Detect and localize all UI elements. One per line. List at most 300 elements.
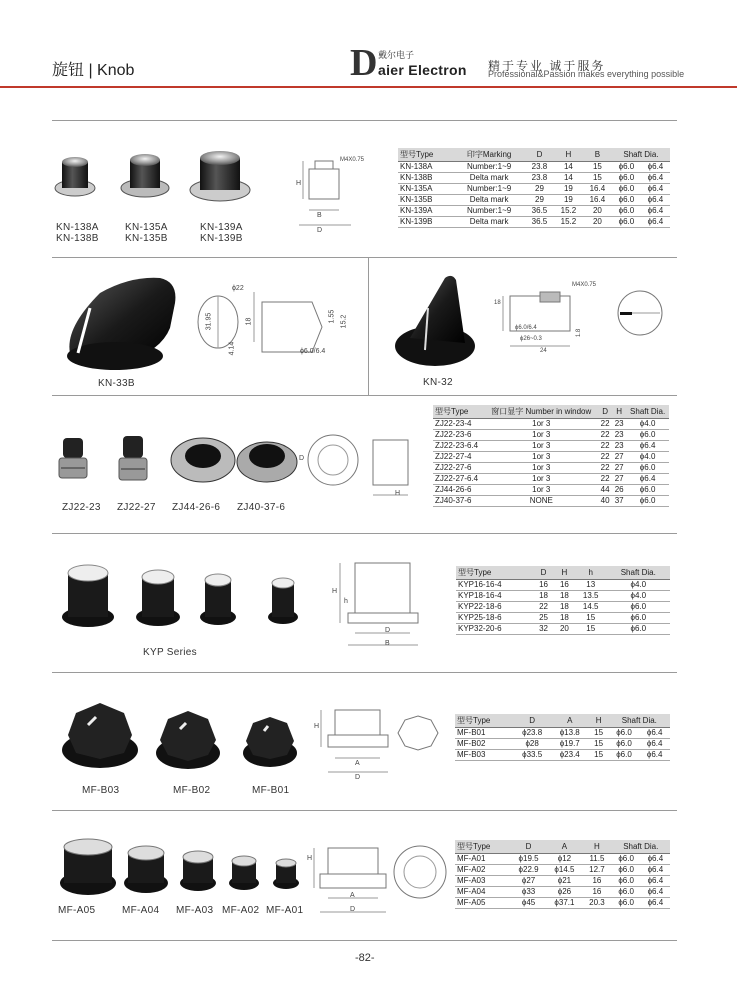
caption-zj22-27: ZJ22-27 bbox=[117, 502, 156, 513]
col-type: 型号Type bbox=[398, 148, 453, 162]
mfa-dim-a: A bbox=[350, 892, 355, 899]
table-cell: 19 bbox=[554, 184, 583, 195]
mfa-table-body bbox=[455, 854, 670, 909]
zj-dial-photos bbox=[55, 430, 300, 500]
table-cell: 14 bbox=[554, 173, 583, 184]
col-d: D bbox=[598, 405, 612, 419]
table-row bbox=[455, 739, 670, 750]
table-row bbox=[456, 613, 670, 624]
table-cell: 23 bbox=[612, 419, 626, 430]
table-row bbox=[455, 750, 670, 761]
table-cell: ϕ6.0 bbox=[626, 485, 669, 496]
table-cell: ϕ6.4 bbox=[626, 441, 669, 452]
caption-kn33b: KN-33B bbox=[98, 378, 135, 389]
table-cell: ZJ22-23-6.4 bbox=[433, 441, 484, 452]
table-row bbox=[433, 474, 669, 485]
table-cell: 16.4 bbox=[583, 195, 612, 206]
table-row bbox=[456, 591, 670, 602]
caption-mfa04: MF-A04 bbox=[122, 905, 160, 916]
table-row bbox=[433, 463, 669, 474]
table-cell: 16 bbox=[533, 580, 554, 591]
table-cell: ϕ6.4 bbox=[641, 898, 670, 909]
col-shaft: Shaft Dia. bbox=[607, 566, 670, 580]
table-cell: Number:1~9 bbox=[453, 162, 525, 173]
kn33b-dim-h5: 15.2 bbox=[340, 314, 348, 329]
caption-kn138b: KN-138B bbox=[56, 233, 99, 244]
table-cell: ϕ6.4 bbox=[641, 206, 670, 217]
zj40-37-6-dial bbox=[237, 442, 297, 482]
col-b: B bbox=[583, 148, 612, 162]
kyp32-knob bbox=[62, 565, 114, 627]
col-type: 型号Type bbox=[456, 566, 533, 580]
table-cell: KN-135A bbox=[398, 184, 453, 195]
kyp-table-body bbox=[456, 580, 670, 635]
kyp-dim-h: H bbox=[332, 588, 338, 595]
table-cell: 44 bbox=[598, 485, 612, 496]
col-d: D bbox=[511, 840, 547, 854]
table-cell: 32 bbox=[533, 624, 554, 635]
table-cell: ZJ40-37-6 bbox=[433, 496, 484, 507]
table-cell: 18 bbox=[554, 613, 575, 624]
page-title: 旋钮 | Knob bbox=[52, 62, 135, 79]
table-cell: NONE bbox=[484, 496, 598, 507]
kn33b-dim-h3: 18 bbox=[245, 317, 253, 326]
mfb-dimension-drawing bbox=[313, 698, 453, 783]
table-cell: ϕ6.0 bbox=[626, 430, 669, 441]
table-cell: 26 bbox=[612, 485, 626, 496]
col-small-h: h bbox=[575, 566, 607, 580]
table-row bbox=[433, 441, 669, 452]
zj-table-body bbox=[433, 419, 669, 507]
table-cell: ϕ45 bbox=[511, 898, 547, 909]
slogan-en: Professional&Passion makes everything possible bbox=[488, 69, 685, 79]
table-cell: ϕ6.0 bbox=[612, 206, 641, 217]
table-cell: ϕ6.0 bbox=[612, 162, 641, 173]
mfb-dim-d: D bbox=[355, 774, 361, 781]
table-row bbox=[433, 430, 669, 441]
kn138-dim-b: B bbox=[317, 212, 322, 219]
table-cell: ϕ6.0 bbox=[612, 854, 641, 865]
table-cell: 27 bbox=[612, 474, 626, 485]
mfa-knob-photos bbox=[58, 835, 313, 905]
table-cell: 14 bbox=[554, 162, 583, 173]
table-cell: ϕ13.8 bbox=[551, 728, 589, 739]
table-cell: 23.8 bbox=[525, 162, 554, 173]
caption-mfb01: MF-B01 bbox=[252, 785, 290, 796]
table-header-row bbox=[455, 714, 670, 728]
table-cell: ϕ6.0 bbox=[609, 750, 640, 761]
kn138-table-body bbox=[398, 162, 670, 228]
table-cell: MF-A03 bbox=[455, 876, 511, 887]
table-cell: ϕ12 bbox=[547, 854, 583, 865]
table-cell: ZJ22-27-6.4 bbox=[433, 474, 484, 485]
table-cell: ϕ6.4 bbox=[641, 865, 670, 876]
table-cell: 20.3 bbox=[582, 898, 611, 909]
table-cell: 15.2 bbox=[554, 217, 583, 228]
table-cell: Number:1~9 bbox=[453, 206, 525, 217]
table-cell: MF-A05 bbox=[455, 898, 511, 909]
table-cell: Delta mark bbox=[453, 173, 525, 184]
table-cell: ϕ19.7 bbox=[551, 739, 589, 750]
kn33b-dim-shaft: ϕ6.0/6.4 bbox=[300, 348, 326, 355]
table-cell: ϕ6.4 bbox=[626, 474, 669, 485]
table-cell: ϕ6.4 bbox=[641, 876, 670, 887]
table-cell: ϕ21 bbox=[547, 876, 583, 887]
table-cell: Delta mark bbox=[453, 217, 525, 228]
table-cell: ϕ6.0 bbox=[607, 602, 670, 613]
table-cell: 1or 3 bbox=[484, 419, 598, 430]
table-cell: 27 bbox=[612, 452, 626, 463]
caption-kn135b: KN-135B bbox=[125, 233, 168, 244]
table-cell: 25 bbox=[533, 613, 554, 624]
caption-kn139b: KN-139B bbox=[200, 233, 243, 244]
table-cell: 19 bbox=[554, 195, 583, 206]
mfa03-knob bbox=[180, 851, 216, 891]
table-cell: ϕ6.0 bbox=[612, 898, 641, 909]
caption-mfa03: MF-A03 bbox=[176, 905, 214, 916]
table-row bbox=[398, 217, 670, 228]
table-cell: 40 bbox=[598, 496, 612, 507]
kn33b-dim-h4: 1.55 bbox=[328, 309, 336, 324]
table-cell: 16 bbox=[582, 887, 611, 898]
table-cell: KYP32-20-6 bbox=[456, 624, 533, 635]
table-cell: 36.5 bbox=[525, 217, 554, 228]
table-cell: 22 bbox=[598, 463, 612, 474]
mfb01-knob bbox=[243, 717, 297, 767]
kn138-spec-table bbox=[398, 148, 670, 228]
table-cell: ϕ4.0 bbox=[626, 419, 669, 430]
mfa-dimension-drawing bbox=[308, 836, 453, 921]
kn138-knob bbox=[55, 157, 95, 196]
kyp22-knob bbox=[200, 574, 236, 625]
table-row bbox=[433, 452, 669, 463]
kn33b-dim-h1: 31.95 bbox=[205, 312, 213, 331]
zj-dimension-drawing bbox=[298, 425, 428, 505]
col-window: 窗口显字 Number in window bbox=[484, 405, 598, 419]
table-cell: ϕ4.0 bbox=[607, 591, 670, 602]
kn138-dim-d: D bbox=[317, 227, 323, 234]
table-cell: ϕ4.0 bbox=[626, 452, 669, 463]
table-cell: KYP22-18-6 bbox=[456, 602, 533, 613]
table-cell: 13.5 bbox=[575, 591, 607, 602]
kyp-knob-photos bbox=[58, 555, 318, 635]
caption-zj44-26-6: ZJ44-26-6 bbox=[172, 502, 221, 513]
table-cell: 23 bbox=[612, 430, 626, 441]
table-cell: 16 bbox=[582, 876, 611, 887]
table-cell: KN-139A bbox=[398, 206, 453, 217]
table-cell: 1or 3 bbox=[484, 474, 598, 485]
table-cell: ϕ33.5 bbox=[513, 750, 551, 761]
section-divider bbox=[52, 940, 677, 941]
col-d: D bbox=[525, 148, 554, 162]
mfb03-knob bbox=[62, 703, 138, 768]
table-header-row bbox=[456, 566, 670, 580]
col-type: 型号Type bbox=[455, 714, 513, 728]
table-cell: ϕ6.0 bbox=[609, 739, 640, 750]
table-cell: KN-139B bbox=[398, 217, 453, 228]
table-cell: ϕ6.4 bbox=[641, 184, 670, 195]
section-divider bbox=[52, 810, 677, 811]
table-header-row bbox=[433, 405, 669, 419]
table-cell: ϕ6.0 bbox=[612, 887, 641, 898]
brand-name-en: aier Electron bbox=[378, 62, 467, 78]
section-divider bbox=[52, 120, 677, 121]
kn33b-knob-photo bbox=[60, 268, 185, 378]
table-cell: ZJ22-27-4 bbox=[433, 452, 484, 463]
table-cell: ϕ6.0 bbox=[612, 217, 641, 228]
table-cell: MF-B01 bbox=[455, 728, 513, 739]
kn139-knob bbox=[190, 151, 250, 201]
section-divider bbox=[52, 533, 677, 534]
table-cell: ϕ22.9 bbox=[511, 865, 547, 876]
mfb-knob-photos bbox=[58, 695, 308, 780]
table-cell: 36.5 bbox=[525, 206, 554, 217]
section-divider bbox=[52, 395, 677, 396]
section-divider bbox=[52, 672, 677, 673]
kn138-thread-label: M4X0.75 bbox=[340, 157, 365, 163]
table-cell: Delta mark bbox=[453, 195, 525, 206]
mfb-dim-h: H bbox=[314, 723, 320, 730]
caption-mfa05: MF-A05 bbox=[58, 905, 96, 916]
mfa-spec-table bbox=[455, 840, 670, 909]
table-cell: KYP16-16-4 bbox=[456, 580, 533, 591]
table-row bbox=[456, 602, 670, 613]
kn138-dimension-drawing bbox=[295, 155, 375, 235]
kyp-dim-d: D bbox=[385, 627, 391, 634]
kn138-knob-photos bbox=[50, 140, 290, 230]
col-h: H bbox=[589, 714, 609, 728]
table-cell: 15 bbox=[575, 613, 607, 624]
table-cell: MF-B03 bbox=[455, 750, 513, 761]
table-row bbox=[455, 876, 670, 887]
table-row bbox=[455, 728, 670, 739]
table-row bbox=[455, 887, 670, 898]
col-marking: 印字Marking bbox=[453, 148, 525, 162]
caption-zj22-23: ZJ22-23 bbox=[62, 502, 101, 513]
caption-mfa02: MF-A02 bbox=[222, 905, 260, 916]
table-cell: ϕ6.4 bbox=[641, 162, 670, 173]
zj-dim-h: H bbox=[395, 490, 401, 497]
col-h: H bbox=[554, 566, 575, 580]
table-cell: ϕ6.0 bbox=[612, 865, 641, 876]
table-row bbox=[433, 496, 669, 507]
table-row bbox=[398, 162, 670, 173]
col-a: A bbox=[551, 714, 589, 728]
table-cell: 1or 3 bbox=[484, 441, 598, 452]
table-cell: ϕ6.0 bbox=[607, 624, 670, 635]
table-cell: 20 bbox=[554, 624, 575, 635]
table-cell: KYP18-16-4 bbox=[456, 591, 533, 602]
zj-dim-d: D bbox=[299, 455, 305, 462]
table-row bbox=[398, 206, 670, 217]
slogan-cn: 精于专业 诚于服务 bbox=[488, 59, 606, 73]
table-cell: 29 bbox=[525, 184, 554, 195]
table-cell: ZJ22-23-4 bbox=[433, 419, 484, 430]
mfb02-knob bbox=[156, 711, 220, 769]
zj-spec-table bbox=[433, 405, 669, 507]
caption-kn32: KN-32 bbox=[423, 377, 453, 388]
table-cell: 22 bbox=[598, 430, 612, 441]
table-cell: ϕ6.0 bbox=[607, 613, 670, 624]
kn33b-dim-h2: 4.14 bbox=[228, 341, 236, 356]
caption-kn135a: KN-135A bbox=[125, 222, 168, 233]
table-cell: 13 bbox=[575, 580, 607, 591]
table-cell: 18 bbox=[533, 591, 554, 602]
table-cell: KN-135B bbox=[398, 195, 453, 206]
table-cell: ϕ6.0 bbox=[626, 496, 669, 507]
mfb-spec-table bbox=[455, 714, 670, 761]
table-cell: KN-138B bbox=[398, 173, 453, 184]
mfa04-knob bbox=[124, 846, 168, 893]
table-cell: ϕ6.0 bbox=[612, 184, 641, 195]
kn32-dimension-drawing bbox=[495, 288, 675, 358]
section-divider bbox=[52, 257, 677, 258]
table-cell: 15 bbox=[589, 728, 609, 739]
table-row bbox=[455, 854, 670, 865]
col-h: H bbox=[582, 840, 611, 854]
table-header-row bbox=[455, 840, 670, 854]
table-cell: ϕ14.5 bbox=[547, 865, 583, 876]
table-row bbox=[398, 173, 670, 184]
table-cell: KYP25-18-6 bbox=[456, 613, 533, 624]
table-cell: ϕ6.4 bbox=[641, 854, 670, 865]
table-cell: Number:1~9 bbox=[453, 184, 525, 195]
kn135-knob bbox=[121, 154, 169, 197]
col-type: 型号Type bbox=[433, 405, 484, 419]
table-cell: ϕ6.4 bbox=[641, 173, 670, 184]
brand-logo-letter: D bbox=[350, 42, 378, 84]
table-cell: 23 bbox=[612, 441, 626, 452]
table-cell: ϕ6.0 bbox=[612, 195, 641, 206]
table-cell: 1or 3 bbox=[484, 430, 598, 441]
table-cell: 22 bbox=[598, 452, 612, 463]
col-shaft: Shaft Dia. bbox=[626, 405, 669, 419]
kn32-dim-small: 1.8 bbox=[576, 328, 583, 338]
table-cell: ZJ22-27-6 bbox=[433, 463, 484, 474]
caption-kyp-series: KYP Series bbox=[143, 647, 197, 658]
table-cell: 14.5 bbox=[575, 602, 607, 613]
kyp-dimension-drawing bbox=[330, 553, 450, 653]
mfa-dim-d: D bbox=[350, 906, 356, 913]
mfa02-knob bbox=[229, 856, 259, 890]
mfa-dim-h: H bbox=[307, 855, 313, 862]
table-cell: 15 bbox=[575, 624, 607, 635]
col-h: H bbox=[554, 148, 583, 162]
table-cell: ϕ37.1 bbox=[547, 898, 583, 909]
caption-kn138a: KN-138A bbox=[56, 222, 99, 233]
table-cell: ZJ44-26-6 bbox=[433, 485, 484, 496]
table-cell: 29 bbox=[525, 195, 554, 206]
kn32-dim-h: 18 bbox=[494, 300, 501, 306]
col-d: D bbox=[533, 566, 554, 580]
table-row bbox=[455, 898, 670, 909]
table-cell: ϕ6.4 bbox=[641, 195, 670, 206]
table-cell: ZJ22-23-6 bbox=[433, 430, 484, 441]
mfb-table-body bbox=[455, 728, 670, 761]
zj44-26-6-dial bbox=[171, 438, 235, 482]
table-cell: MF-A01 bbox=[455, 854, 511, 865]
col-shaft: Shaft Dia. bbox=[609, 714, 670, 728]
section-divider-vertical bbox=[368, 257, 369, 395]
caption-kn139a: KN-139A bbox=[200, 222, 243, 233]
table-cell: 20 bbox=[583, 206, 612, 217]
mfb-dim-a: A bbox=[355, 760, 360, 767]
kn32-dim-shaft: ϕ6.0/6.4 bbox=[515, 325, 537, 331]
table-cell: ϕ23.8 bbox=[513, 728, 551, 739]
table-cell: 15 bbox=[583, 162, 612, 173]
col-shaft: Shaft Dia. bbox=[612, 148, 670, 162]
table-cell: 37 bbox=[612, 496, 626, 507]
table-cell: 18 bbox=[554, 602, 575, 613]
mfa05-knob bbox=[60, 839, 116, 895]
table-cell: 1or 3 bbox=[484, 463, 598, 474]
table-row bbox=[398, 184, 670, 195]
col-a: A bbox=[547, 840, 583, 854]
table-cell: 22 bbox=[533, 602, 554, 613]
table-row bbox=[455, 865, 670, 876]
table-cell: ϕ6.0 bbox=[612, 876, 641, 887]
brand-name-cn: 戴尔电子 bbox=[378, 50, 415, 60]
page-number: -82- bbox=[355, 952, 375, 964]
table-cell: 22 bbox=[598, 474, 612, 485]
table-cell: ϕ27 bbox=[511, 876, 547, 887]
table-cell: 1or 3 bbox=[484, 452, 598, 463]
table-cell: 15 bbox=[589, 750, 609, 761]
table-cell: ϕ6.4 bbox=[641, 887, 670, 898]
caption-mfa01: MF-A01 bbox=[266, 905, 304, 916]
table-header-row bbox=[398, 148, 670, 162]
table-cell: 1or 3 bbox=[484, 485, 598, 496]
kn138-dim-h: H bbox=[296, 180, 302, 187]
table-cell: ϕ23.4 bbox=[551, 750, 589, 761]
col-h: H bbox=[612, 405, 626, 419]
mfa01-knob bbox=[273, 859, 299, 889]
table-cell: ϕ6.4 bbox=[641, 217, 670, 228]
table-cell: 20 bbox=[583, 217, 612, 228]
table-cell: 12.7 bbox=[582, 865, 611, 876]
table-row bbox=[398, 195, 670, 206]
caption-mfb02: MF-B02 bbox=[173, 785, 211, 796]
kn33b-dim-top: ϕ22 bbox=[232, 285, 244, 292]
kyp-dim-small-h: h bbox=[344, 598, 348, 605]
table-cell: 18 bbox=[554, 591, 575, 602]
kn32-thread-label: M4X0.75 bbox=[572, 282, 597, 288]
table-cell: ϕ6.0 bbox=[626, 463, 669, 474]
table-cell: 27 bbox=[612, 463, 626, 474]
kyp-dim-b: B bbox=[385, 640, 390, 647]
table-cell: 15 bbox=[589, 739, 609, 750]
table-cell: ϕ26 bbox=[547, 887, 583, 898]
kn32-dim-mid: ϕ26~0.3 bbox=[520, 336, 542, 342]
kyp-spec-table bbox=[456, 566, 670, 635]
table-cell: 15 bbox=[583, 173, 612, 184]
table-cell: 15.2 bbox=[554, 206, 583, 217]
table-cell: MF-B02 bbox=[455, 739, 513, 750]
table-row bbox=[433, 485, 669, 496]
table-cell: ϕ6.4 bbox=[639, 728, 670, 739]
table-cell: 16 bbox=[554, 580, 575, 591]
table-cell: 11.5 bbox=[582, 854, 611, 865]
table-cell: ϕ6.4 bbox=[639, 739, 670, 750]
col-shaft: Shaft Dia. bbox=[612, 840, 670, 854]
table-cell: ϕ6.0 bbox=[609, 728, 640, 739]
table-cell: ϕ4.0 bbox=[607, 580, 670, 591]
zj22-27-dial bbox=[119, 436, 147, 480]
table-cell: MF-A02 bbox=[455, 865, 511, 876]
table-cell: MF-A04 bbox=[455, 887, 511, 898]
table-cell: 23.8 bbox=[525, 173, 554, 184]
table-cell: ϕ6.0 bbox=[612, 173, 641, 184]
